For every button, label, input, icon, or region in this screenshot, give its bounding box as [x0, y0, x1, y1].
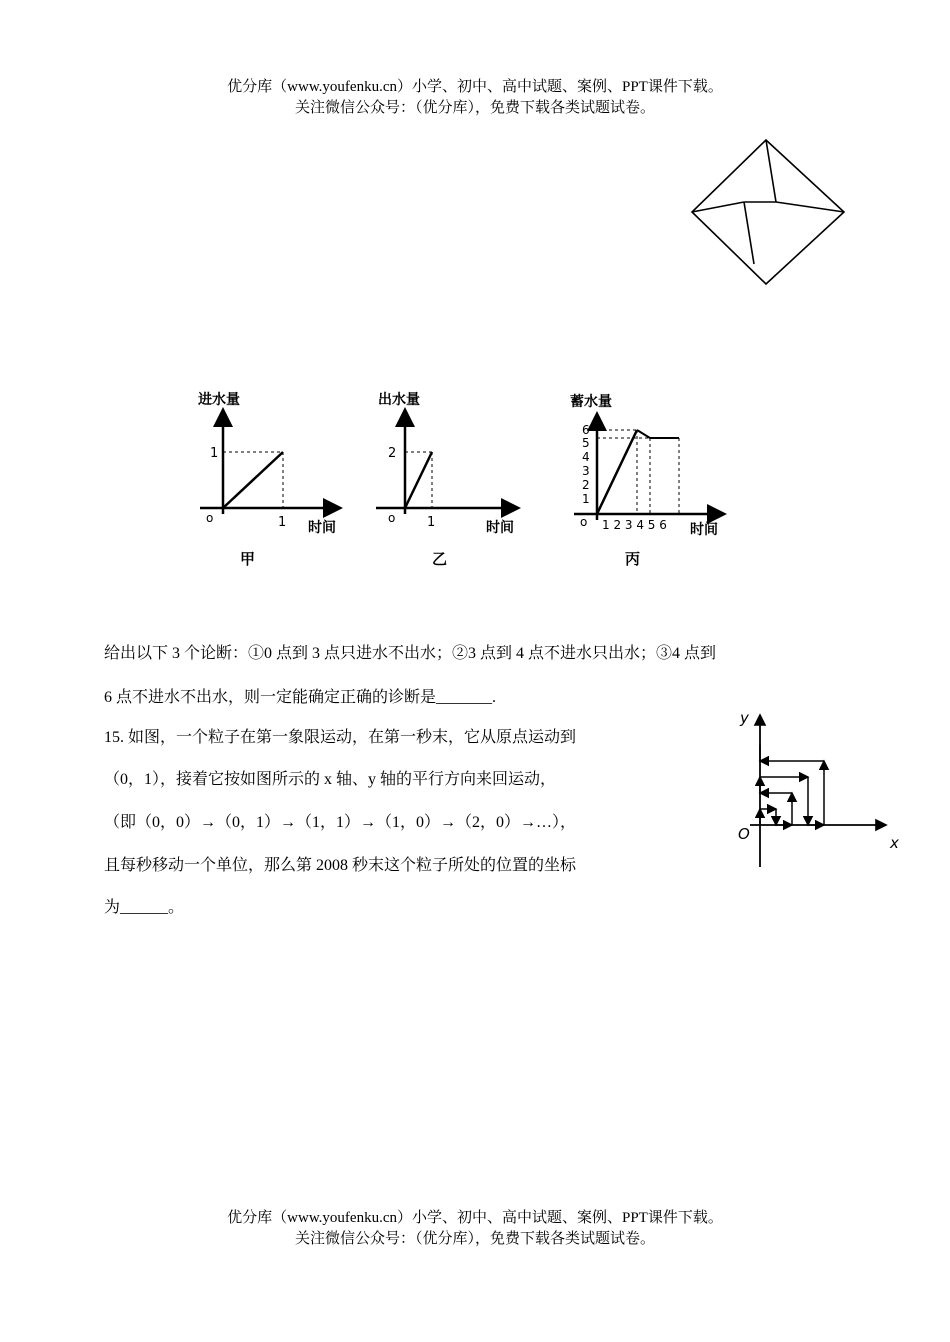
graph-yi-x-tick: 1	[427, 515, 436, 530]
particle-origin-label: O	[738, 825, 750, 843]
page-header	[0, 77, 950, 119]
question15-line-1: 15. 如图，一个粒子在第一象限运动，在第一秒末，它从原点运动到	[104, 729, 577, 746]
graph-yi-y-tick: 2	[388, 446, 397, 461]
graph-jia-line	[223, 452, 283, 508]
particle-motion-figure	[730, 705, 910, 870]
graph-yi-origin: o	[388, 511, 396, 525]
footer-line-1: 优分库（www.youfenku.cn）小学、初中、高中试题、案例、PPT课件下载。	[227, 1210, 723, 1226]
particle-x-label: x	[890, 834, 899, 852]
question14-line-2: 6 点不进水不出水，则一定能确定正确的诊断是_______.	[104, 689, 497, 706]
graph-bing-y-tick-4: 4	[582, 450, 590, 464]
question15-line-3: （即（0，0）→（0，1）→（1，1）→（1，0）→（2，0）→…），	[104, 814, 577, 831]
graph-bing	[562, 386, 738, 572]
graph-yi-caption: 乙	[432, 550, 448, 568]
graph-jia-origin: o	[206, 511, 214, 525]
graph-bing-caption: 丙	[625, 550, 641, 568]
graph-jia-x-tick: 1	[278, 515, 287, 530]
graph-jia-caption: 甲	[240, 550, 256, 568]
question15-line-5: 为______。	[104, 899, 185, 916]
graph-jia-ylabel: 进水量	[198, 392, 240, 408]
graph-jia	[190, 386, 350, 572]
graph-yi-line	[405, 452, 432, 508]
graph-jia-xlabel: 时间	[308, 520, 336, 536]
footer-line-2: 关注微信公众号：（优分库），免费下载各类试题试卷。	[294, 1231, 655, 1247]
graph-yi	[368, 386, 528, 572]
page-footer	[0, 1208, 950, 1250]
graph-jia-y-tick: 1	[210, 446, 219, 461]
graph-bing-xlabel: 时间	[690, 522, 718, 538]
particle-y-label: y	[740, 709, 749, 727]
header-line-2: 关注微信公众号：（优分库），免费下载各类试题试卷。	[294, 100, 655, 116]
question14-line-1: 给出以下 3 个论断：①0 点到 3 点只进水不出水；②3 点到 4 点不进水只出水；③4 点到	[104, 645, 717, 662]
graph-yi-ylabel: 出水量	[378, 392, 420, 408]
graph-bing-ylabel: 蓄水量	[570, 394, 612, 410]
graph-yi-xlabel: 时间	[486, 520, 514, 536]
question15-line-2: （0，1），接着它按如图所示的 x 轴、y 轴的平行方向来回运动，	[104, 771, 557, 788]
header-line-1: 优分库（www.youfenku.cn）小学、初中、高中试题、案例、PPT课件下载。	[227, 79, 723, 95]
graph-bing-y-tick-3: 3	[582, 464, 590, 478]
square-pinwheel-figure	[688, 136, 848, 288]
graph-bing-y-tick-5: 5	[582, 436, 590, 450]
graph-bing-origin: o	[580, 515, 588, 529]
graph-bing-x-ticks: 1 2 3 4 5 6	[602, 518, 667, 532]
graph-bing-y-tick-6: 6	[582, 423, 590, 437]
question15-line-4: 且每秒移动一个单位，那么第 2008 秒末这个粒子所处的位置的坐标	[104, 857, 577, 874]
graph-bing-y-tick-2: 2	[582, 478, 590, 492]
graph-bing-y-tick-1: 1	[582, 492, 590, 506]
